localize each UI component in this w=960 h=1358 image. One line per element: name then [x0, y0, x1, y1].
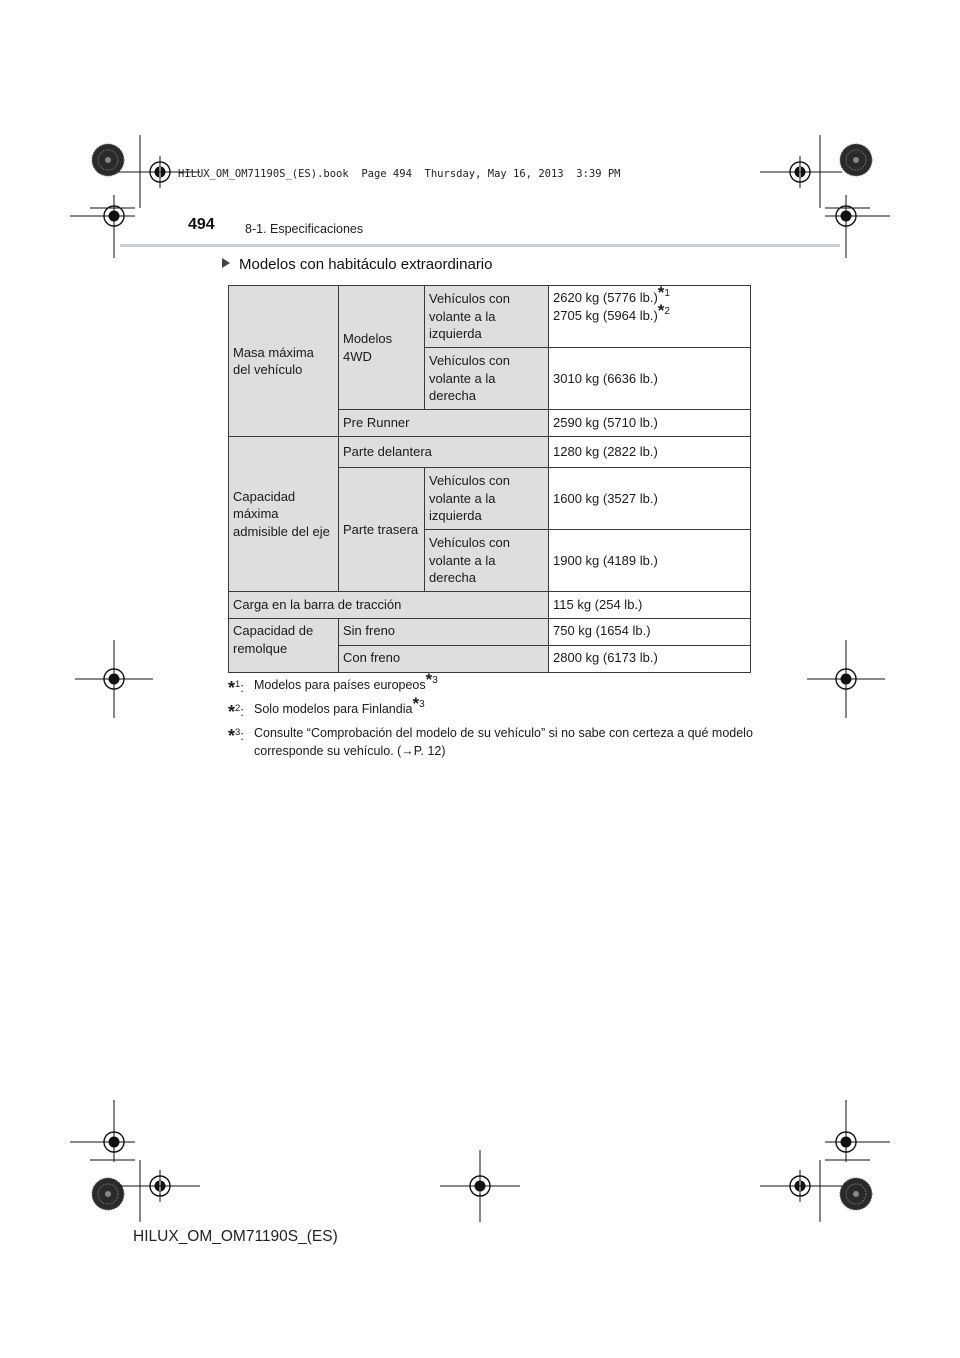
- footnote-ref: 2: [664, 305, 670, 317]
- footnote: [228, 670, 768, 698]
- trasera-volante-izquierda-cell: Vehículos con volante a la izquierda: [425, 468, 549, 530]
- masa-value-2: 2705 kg (5964 lb.): [553, 307, 658, 323]
- asterisk-icon: *: [657, 283, 665, 302]
- trasera-derecha-value-cell: 1900 kg (4189 lb.): [549, 530, 751, 592]
- footnote-ref: 1: [664, 288, 670, 299]
- masa-izquierda-value-cell: [549, 283, 751, 348]
- parte-delantera-cell: Parte delantera: [339, 437, 549, 468]
- footnote-text: Solo modelos para Finlandia: [254, 702, 413, 716]
- header-rule: [120, 244, 840, 247]
- table-row: [229, 437, 751, 468]
- asterisk-icon: *: [228, 678, 236, 698]
- table-row: [229, 592, 751, 619]
- footnote: [228, 694, 768, 722]
- capacidad-eje-label-cell: Capacidad máxima admisible del eje: [229, 437, 339, 592]
- footnote: [228, 724, 768, 760]
- con-freno-cell: Con freno: [339, 646, 549, 673]
- trasera-izquierda-value-cell: 1600 kg (3527 lb.): [549, 468, 751, 530]
- specifications-table: [228, 285, 751, 673]
- document-code: HILUX_OM_OM71190S_(ES): [133, 1228, 338, 1245]
- masa-value-line: [553, 283, 746, 307]
- asterisk-icon: *: [412, 694, 420, 713]
- carga-barra-cell: Carga en la barra de tracción: [229, 592, 549, 619]
- masa-label-cell: Masa máxima del vehículo: [229, 286, 339, 437]
- asterisk-icon: *: [228, 726, 236, 746]
- masa-derecha-value-cell: 3010 kg (6636 lb.): [549, 348, 751, 410]
- subheading: [222, 256, 492, 273]
- masa-value-line: [553, 300, 746, 325]
- footnotes: [228, 670, 768, 766]
- asterisk-icon: *: [657, 300, 665, 320]
- footnote-number: 1: [235, 679, 241, 690]
- footnote-text: Consulte “Comprobación del modelo de su vehículo” si no sabe con certeza a qué modelo corresponde su vehículo. (→P. 12): [254, 726, 753, 758]
- modelos-4wd-cell: Modelos 4WD: [339, 286, 425, 410]
- book-info-line: HILUX_OM_OM71190S_(ES).book Page 494 Thursday, May 16, 2013 3:39 PM: [178, 168, 621, 180]
- footnote-marker: *$^3$:: [228, 726, 244, 746]
- footnote-ref: 3: [419, 699, 425, 710]
- footnote-number: 3: [235, 727, 241, 738]
- subheading-text: Modelos con habitáculo extraordinario: [239, 256, 493, 273]
- asterisk-icon: *: [425, 670, 433, 689]
- sin-freno-value-cell: 750 kg (1654 lb.): [549, 619, 751, 646]
- volante-derecha-cell: Vehículos con volante a la derecha: [425, 348, 549, 410]
- section-title: 8-1. Especificaciones: [245, 222, 364, 236]
- carga-barra-value-cell: 115 kg (254 lb.): [549, 592, 751, 619]
- page-number: 494: [188, 216, 215, 233]
- asterisk-icon: *: [228, 702, 236, 722]
- con-freno-value-cell: 2800 kg (6173 lb.): [549, 646, 751, 673]
- volante-izquierda-cell: Vehículos con volante a la izquierda: [425, 286, 549, 348]
- parte-trasera-cell: Parte trasera: [339, 468, 425, 592]
- footnote-number: 2: [235, 703, 241, 714]
- footnote-marker: *$^1$:: [228, 678, 244, 698]
- trasera-volante-derecha-cell: Vehículos con volante a la derecha: [425, 530, 549, 592]
- triangle-bullet-icon: [222, 258, 230, 268]
- masa-value-1: 2620 kg (5776 lb.): [553, 290, 658, 305]
- footnote-text: Modelos para países europeos: [254, 678, 426, 692]
- capacidad-remolque-cell: Capacidad de remolque: [229, 619, 339, 673]
- table-row: [229, 286, 751, 348]
- pre-runner-cell: Pre Runner: [339, 410, 549, 437]
- table-row: [229, 619, 751, 646]
- parte-delantera-value-cell: 1280 kg (2822 lb.): [549, 437, 751, 468]
- sin-freno-cell: Sin freno: [339, 619, 549, 646]
- footnote-ref: 3: [432, 675, 438, 686]
- footnote-marker: *$^2$:: [228, 702, 244, 722]
- pre-runner-value-cell: 2590 kg (5710 lb.): [549, 410, 751, 437]
